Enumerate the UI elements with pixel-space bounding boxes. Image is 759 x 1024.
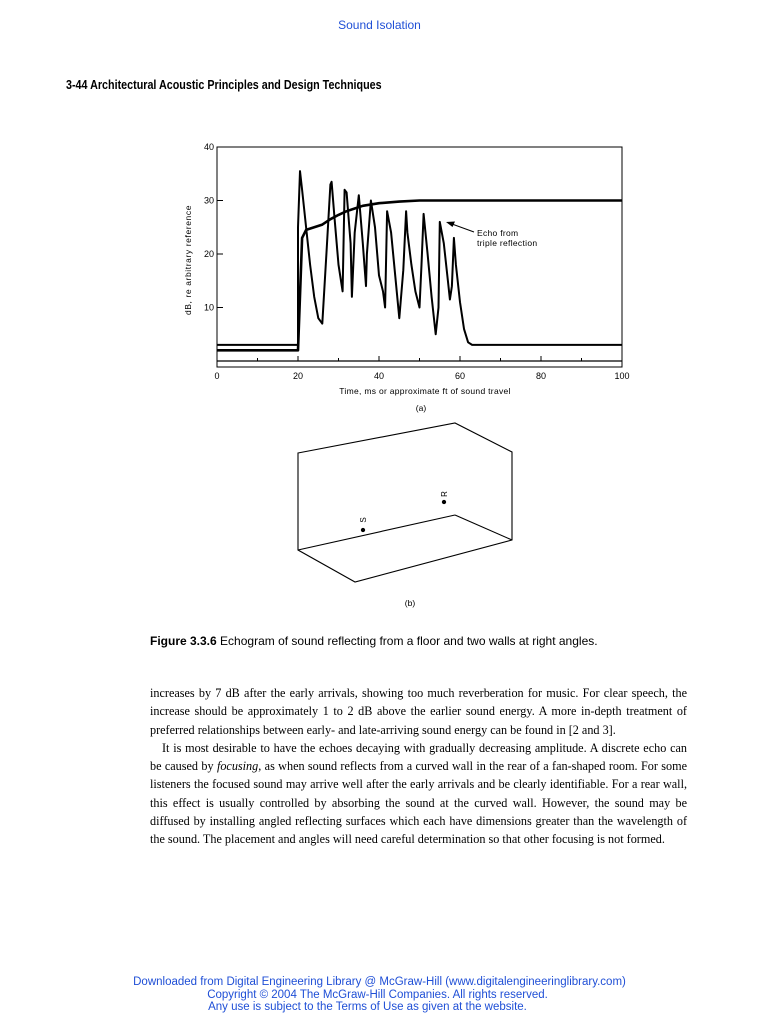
series-instantaneous-level bbox=[217, 171, 622, 345]
receiver-marker bbox=[442, 500, 445, 503]
paragraph-1: increases by 7 dB after the early arrivals, showing too much reverberation for music. For clear speech, the increase should be approximately 1 to 2 dB above the earlier sound energy. A more in-depth treatment of preferred relationships between early- and late-arriving sound energy can be found in [2 and 3]. bbox=[150, 686, 687, 737]
x-tick-label-40: 40 bbox=[373, 371, 385, 381]
annotation-arrow-line bbox=[452, 224, 474, 232]
room-floor-front-edge bbox=[298, 515, 455, 550]
x-tick-label-0: 0 bbox=[214, 371, 220, 381]
room-diagram bbox=[298, 423, 512, 582]
annotation-line-2: triple reflection bbox=[477, 238, 538, 248]
annotation-arrowhead bbox=[446, 222, 455, 228]
x-tick-label-20: 20 bbox=[292, 371, 304, 381]
panel-b-label: (b) bbox=[404, 598, 416, 608]
plot-frame bbox=[217, 147, 622, 367]
figure-caption bbox=[150, 634, 598, 648]
room-back-wall bbox=[298, 423, 512, 582]
echogram-chart bbox=[183, 142, 630, 413]
x-axis-label: Time, ms or approximate ft of sound travel bbox=[339, 386, 511, 396]
footer-copyright[interactable]: Copyright © 2004 The McGraw-Hill Companies. All rights reserved. bbox=[207, 988, 548, 1001]
source-marker bbox=[361, 528, 364, 531]
y-tick-label-10: 10 bbox=[203, 302, 214, 313]
y-axis-label: dB, re arbitrary reference bbox=[183, 204, 193, 316]
paragraph-2-end: , as when sound reflects from a curved wall in the rear of a fan-shaped room. For some listeners the focused sound may arrive well after the early arrivals and be clearly identifiable. For a rear wall, this effect is usually controlled by absorbing the sound at the curved wall. However, the sound may be diffused by installing angled reflecting surfaces which each have dimensions greater than the wavelength of the sound. The placement and angles will need careful determination so that other focusing is not formed. bbox=[150, 759, 687, 847]
panel-a-label: (a) bbox=[415, 403, 427, 413]
x-tick-label-100: 100 bbox=[614, 371, 630, 381]
section-link[interactable]: Sound Isolation bbox=[338, 18, 421, 32]
receiver-label: R bbox=[440, 491, 449, 497]
running-head: 3-44 Architectural Acoustic Principles and Design Techniques bbox=[66, 78, 382, 92]
x-tick-label-60: 60 bbox=[454, 371, 466, 381]
footer bbox=[0, 976, 759, 1014]
body-text bbox=[150, 684, 687, 849]
x-tick-label-80: 80 bbox=[535, 371, 547, 381]
paragraph-2-start: It is most desirable to have the echoes decaying with gradually decreasing amplitude. A discrete echo can be caused by bbox=[150, 740, 687, 774]
footer-terms[interactable]: Any use is subject to the Terms of Use as given at the website. bbox=[208, 1001, 527, 1013]
footer-download-link[interactable]: Downloaded from Digital Engineering Library @ McGraw-Hill (www.digitalengineeringlibrary.com) bbox=[133, 976, 626, 988]
annotation-line-1: Echo from bbox=[477, 228, 519, 238]
source-label: S bbox=[359, 517, 368, 523]
emphasis-focusing: focusing bbox=[216, 759, 259, 774]
y-tick-label-20: 20 bbox=[203, 249, 214, 259]
y-tick-label-40: 40 bbox=[203, 142, 214, 152]
y-tick-label-30: 30 bbox=[203, 195, 214, 206]
caption-text: Echogram of sound reflecting from a floor and two walls at right angles. bbox=[220, 634, 598, 648]
paragraph-2 bbox=[150, 739, 687, 849]
caption-label: Figure 3.3.6 bbox=[150, 634, 217, 648]
room-floor-side-edge bbox=[455, 515, 512, 540]
series-integrated-level bbox=[217, 201, 622, 351]
